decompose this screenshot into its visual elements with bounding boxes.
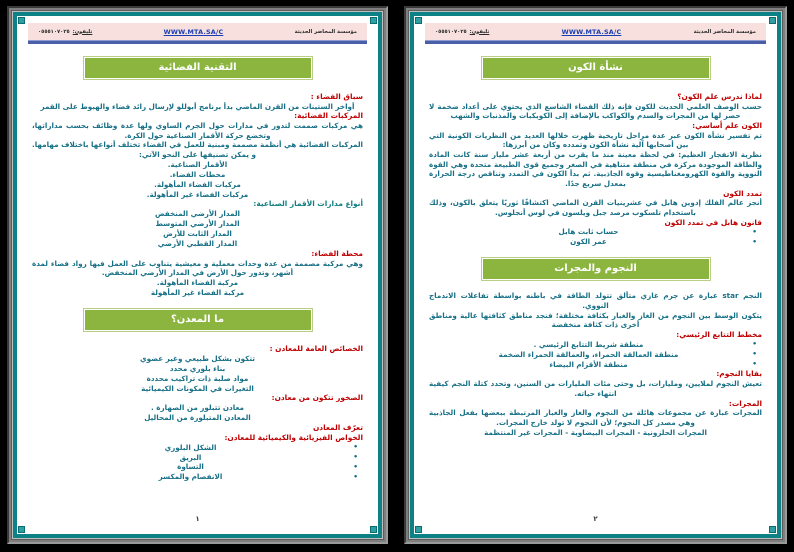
paragraph-spacecraft-classification: المركبات الفضائية هي أنظمة مصممة ومبنية للعمل في الفضاء تختلف أنواعها باختلاف مهامها. و يمكن تصنيفها على النحو الآتي: [32, 140, 363, 160]
heading-galaxies: المجرات: [728, 398, 762, 408]
content-universe-origin [425, 84, 766, 247]
list-item: تتكون بشكل طبيعي وغير عضوي [140, 353, 255, 363]
heading-satellite-orbit-types: أنواع مدارات الأقمار الصناعية: [253, 199, 363, 209]
list-item: محطات الفضاء. [169, 169, 226, 179]
list-item: مركبات الفضاء المأهولة. [154, 179, 241, 189]
list-item: مركبة الفضاء غير المأهولة [150, 287, 245, 297]
document-page-right[interactable] [13, 12, 382, 538]
list-spacecraft-types [32, 160, 363, 200]
paragraph-universe-basic-science: تم تفسير نشأة الكون عبر عدة مراحل تاريخية ظهرت خلالها العديد من النظريات الكونية التي بين أصحابها آلية نشأة الكون وتمدده وكان من أبرزها: [429, 130, 762, 150]
list-item: منطقة العمالقة الحمراء، والعمالقة الحمراء الضخمة • [429, 350, 748, 360]
paragraph-stellar-remnants: تعيش النجوم لملايين، ومليارات، بل وحتى مئات المليارات من السنين، وتحدد كتلة النجم كيفية انتهاء حياته. [429, 379, 762, 398]
header-website-link[interactable]: WWW.MTA.SA/C [561, 27, 622, 36]
header-divider-left [425, 40, 766, 44]
page-number-right: ١ [195, 515, 200, 523]
heading-why-study-cosmology: لماذا ندرس علم الكون؟ [677, 92, 762, 101]
document-page-left[interactable] [410, 12, 781, 538]
content-stars-galaxies [425, 285, 766, 437]
paragraph-galaxies: المجرات عبارة عن مجموعات هائلة من النجوم والغاز والغبار المرتبطة ببعضها بفعل الجاذبية وهي مصدر كل النجوم؛ لأن النجوم لا تولد خارج المجرات. [429, 408, 762, 427]
page-bevel-inner-left [408, 10, 783, 540]
banner-wrap-stars-galaxies [425, 247, 766, 285]
heading-spacecraft: المركبات الفضائية: [294, 111, 363, 121]
resize-handle-top-right[interactable] [18, 17, 25, 24]
list-space-vehicle-types [32, 278, 363, 298]
section-banner-universe-origin: نشأة الكون [481, 56, 711, 80]
list-item: المعادن المتبلورة من المحاليل [144, 413, 251, 423]
list-item: بناء بلوري محدد [169, 363, 226, 373]
heading-space-race: سباق الفضاء : [310, 92, 363, 101]
section-banner-stars-galaxies: النجوم والمجرات [481, 257, 711, 281]
list-item: التساوة • [32, 462, 349, 472]
list-item: مركبات الفضاء غير المأهولة. [146, 189, 249, 199]
list-item: عمر الكون • [429, 237, 748, 247]
header-organization: مؤسسة المحاضر الحديثة [294, 28, 357, 35]
document-header-right [28, 23, 367, 40]
banner-wrap-space-technology [28, 46, 367, 84]
paragraph-interstellar-medium: يتكون الوسط بين النجوم من الغاز والغبار بكثافة مختلفة؛ فنجد مناطق كثافتها عالية ومناطق أخرى ذات كثافة منخفضة [429, 310, 762, 330]
page-bevel-outer-right [7, 6, 388, 544]
document-header-left [425, 23, 766, 40]
paragraph-galaxy-types: المجرات الحلزونية - المجرات البيضاوية - المجرات غير المنتظمة [484, 427, 707, 437]
heading-rocks-from-minerals: الصخور تتكون من معادن: [271, 393, 363, 403]
list-item: الشكل البلوري • [32, 443, 349, 453]
list-rocks-from-minerals [32, 403, 363, 423]
list-satellite-orbits [32, 209, 363, 249]
page-shell-left [397, 0, 794, 552]
page-bevel-outer-left [404, 6, 787, 544]
list-item: مركبة الفضاء المأهولة. [156, 278, 239, 288]
subheading-mineral-physical-chemical-properties: الخواص الفيزيائية والكيميائية للمعادن: [224, 432, 363, 442]
header-organization: مؤسسة المحاضر الحديثة [693, 28, 756, 35]
header-website-link[interactable]: WWW.MTA.SA/C [163, 27, 224, 36]
header-phone-label: تليفون: [72, 28, 93, 35]
list-item: المدار الأرضي المتوسط [155, 219, 240, 229]
header-phone-number: ٠٥٥٥١٠٧٠٢٥ [435, 28, 467, 35]
heading-universe-expansion: تمدد الكون [723, 188, 762, 198]
banner-wrap-universe-origin [425, 46, 766, 84]
list-item: مواد صلبة ذات تراكيب محددة [146, 373, 249, 383]
paragraph-big-bang-theory: نظرية الانفجار العظيم: في لحظة معينة منذ ما يقرب من أربعة عشر مليار سنة كانت المادة والطاقة الموجودة مركزة في منطقة متناهية في الصغر وجميع قوى الطبيعة متحدة وهي القوة النووية والقوة الكهرومغناطيسية وقوة الجاذبية. ثم بدأ الكون في التمدد وتناقص درجة الحرارة بمعدل سريع جدًا. [429, 150, 762, 189]
paragraph-space-race: أواخر الستينات من القرن الماضي بدأ برنامج أبوللو لإرسال رائد فضاء والهبوط على القمر [40, 101, 355, 111]
content-space-technology [28, 84, 367, 298]
list-item: معادن تتبلور من الصهارة . [151, 403, 244, 413]
heading-identify-minerals: تعرّف المعادن [312, 423, 363, 433]
resize-handle-top-left[interactable] [769, 17, 776, 24]
list-item: التغيرات في المكونات الكيميائية [141, 383, 254, 393]
list-item: المدار الثابت للأرض [163, 229, 232, 239]
header-divider-right [28, 40, 367, 44]
page-content-left [417, 19, 774, 531]
paragraph-universe-expansion: أنجز عالم الفلك إدوين هابل في عشرينيات القرن الماضي اكتشافًا ثوريًا يتعلق بالكون، وذلك باستخدام تلسكوب مرصد جبل ويلسون في لوس أنجلوس. [429, 198, 762, 218]
list-item: حساب ثابت هابل • [429, 227, 748, 237]
page-number-left: ٢ [593, 515, 598, 523]
list-item: المدار الأرضي المنخفض [155, 209, 240, 219]
resize-handle-bottom-left[interactable] [370, 526, 377, 533]
header-phone-number: ٠٥٥٥١٠٧٠٢٥ [38, 28, 70, 35]
list-mineral-general-properties [32, 354, 363, 394]
paragraph-space-station: وهي مركبة مصممة من عدة وحدات معملية و معيشية يتناوب على العمل فيها رواد فضاء لمدة أشهر، وتدور حول الأرض في المدار الأرضي المنخفض. [32, 258, 363, 278]
list-item: الانفصام والمكسر • [32, 472, 349, 482]
list-item: منطقة شريط التتابع الرئيسي . • [429, 340, 748, 350]
section-banner-what-is-mineral: ما المعدن؟ [83, 308, 313, 332]
resize-handle-bottom-right[interactable] [415, 526, 422, 533]
list-item: المدار القطبي الأرضي [157, 239, 238, 249]
heading-mineral-general-properties: الخصائص العامة للمعادن : [269, 343, 363, 353]
header-phone-label: تليفون: [469, 28, 490, 35]
resize-handle-bottom-right[interactable] [18, 526, 25, 533]
paragraph-spacecraft: هي مركبات صممت لتدور في مدارات حول الجرم الساوي ولها عدة وظائف بحسب مداراتها، وتخضع حركة الأقمار الصناعية حول الكرة. [32, 121, 363, 140]
list-mineral-properties [32, 443, 363, 483]
list-item: البريق • [32, 453, 349, 463]
heading-universe-basic-science: الكون علم أساسي: [692, 121, 762, 131]
resize-handle-top-right[interactable] [415, 17, 422, 24]
resize-handle-bottom-left[interactable] [769, 526, 776, 533]
list-item: منطقة الأقزام البيضاء • [429, 360, 748, 370]
list-main-sequence-regions [429, 340, 762, 370]
content-minerals [28, 336, 367, 482]
list-item: الأقمار الصناعية. [167, 159, 228, 169]
paragraph-why-study-cosmology: حسب الوصف العلمي الحديث للكون فإنه ذلك الفضاء الشاسع الذي يحتوي على أعداد ضخمة لا حصر لها من المجرات والسدم والكواكب بالإضافة إلى الكويكبات والمذنبات والشهب [429, 101, 762, 121]
banner-wrap-what-is-mineral [28, 298, 367, 336]
heading-hubble-law: قانون هابل في تمدد الكون [664, 217, 762, 227]
page-bevel-inner-right [11, 10, 384, 540]
page-content-right [20, 19, 375, 531]
header-phone [435, 29, 489, 35]
heading-space-station: محطة الفضاء: [311, 249, 363, 258]
heading-main-sequence-diagram: مخطط التتابع الرئيسي: [676, 329, 762, 339]
paragraph-star-definition: النجم star عبارة عن جرم غازي متألق تتولد الطاقة في باطنه بواسطة تفاعلات الاندماج النووي. [429, 291, 762, 310]
resize-handle-top-left[interactable] [370, 17, 377, 24]
section-banner-space-technology: التقنية الفضائية [83, 56, 313, 80]
header-phone [38, 29, 92, 35]
list-hubble-law [429, 227, 762, 247]
heading-stellar-remnants: بقايا النجوم: [716, 369, 762, 379]
